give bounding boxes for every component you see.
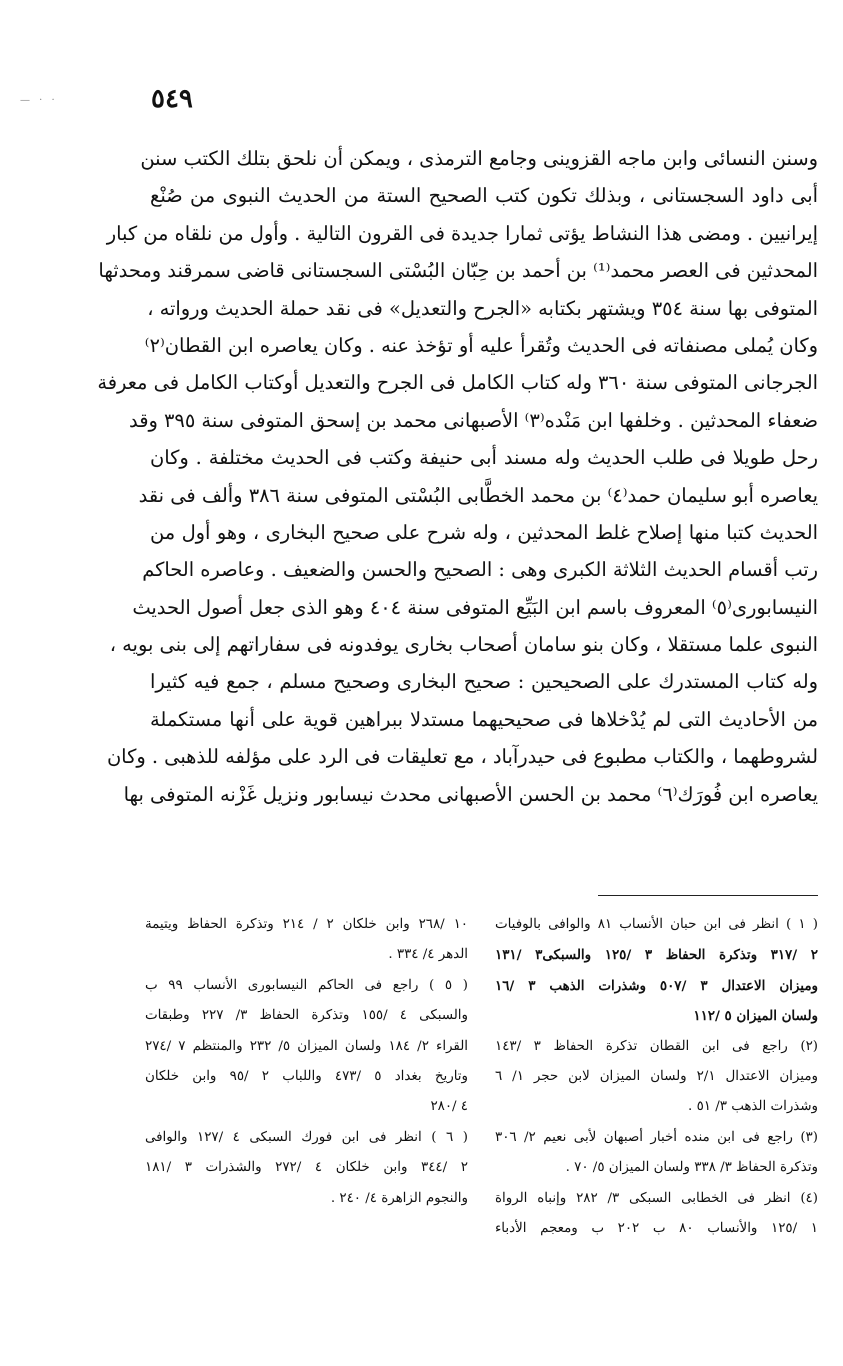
footnote-line: ١٠ /٢٦٨ وابن خلكان ٢ / ٢١٤ وتذكرة الحفاظ ويتيمة — [145, 917, 468, 932]
body-line: وكان يُملى مصنفاته فى الحديث وتُقرأ عليه أو تؤخذ عنه . وكان يعاصره ابن القطان⁽٢⁾ — [144, 333, 818, 357]
body-line: لشروطهما ، والكتاب مطبوع فى حيدرآباد ، مع تعليقات فى الرد على مؤلفه للذهبى . وكان — [106, 745, 818, 769]
body-line: المحدثين فى العصر محمد⁽¹⁾ بن أحمد بن حِبّان البُسْتى السجستانى قاضى سمرقند ومحدثها — [98, 259, 818, 283]
body-line: يعاصره أبو سليمان حمد⁽٤⁾ بن محمد الخطَّابى البُسْتى المتوفى سنة ٣٨٦ وألف فى نقد — [138, 483, 818, 507]
body-line: وسنن النسائى وابن ماجه القزوينى وجامع الترمذى ، ويمكن أن نلحق بتلك الكتب سنن — [140, 147, 818, 170]
footnote-line: وتذكرة الحفاظ ٣/ ٣٣٨ ولسان الميزان ٥/ ٧٠ . — [565, 1160, 818, 1176]
margin-mark: — · · — [20, 95, 58, 106]
footnote-line: ( ٦ ) انظر فى ابن فورك السبكى ٤ /١٢٧ والوافى — [145, 1129, 468, 1145]
body-line: أبى داود السجستانى ، وبذلك تكون كتب الصحيح الستة من الحديث النبوى من صُنْع — [150, 184, 818, 208]
body-line: من الأحاديث التى لم يُدْخلاها فى صحيحيهما مستدلا ببراهين قوية على أنها مستكملة — [150, 707, 818, 731]
footnote-line: (٤) انظر فى الخطابى السبكى ٣/ ٢٨٢ وإنباه الرواة — [495, 1190, 818, 1206]
footnote-line: ٤ /٢٨٠ — [430, 1099, 468, 1115]
footnote-line: ١ /١٢٥ والأنساب ٨٠ ب ٢٠٢ ب ومعجم الأدباء — [495, 1220, 818, 1236]
body-line: الجرجانى المتوفى سنة ٣٦٠ وله كتاب الكامل فى الجرح والتعديل أوكتاب الكامل فى معرفة — [97, 371, 818, 395]
body-line: إيرانيين . ومضى هذا النشاط يؤتى ثمارا جديدة فى القرون التالية . وأول من نلقاه من كبار — [106, 221, 818, 245]
page-number: ٥٤٩ — [151, 84, 193, 114]
footnote-line: وشذرات الذهب ٣/ ٥١ . — [688, 1099, 818, 1115]
body-line: النبوى علما مستقلا ، وكان بنو سامان أصحاب بخارى يوفدونه فى سفاراتهم إلى بنى بويه ، — [109, 633, 818, 657]
body-text — [97, 140, 818, 813]
footnote-line: (٢) راجع فى ابن القطان تذكرة الحفاظ ٣ /١٤٣ — [495, 1038, 818, 1054]
footnote-line: ولسان الميزان ٥ /١١٢ — [693, 1008, 818, 1025]
footnotes-left-column — [145, 910, 468, 1214]
footnote-line: وميزان الاعتدال ٢/١ ولسان الميزان لابن حجر ١/ ٦ — [495, 1068, 818, 1084]
footnote-line: وميزان الاعتدال ٣ /٥٠٧ وشذرات الذهب ٣ /١٦ — [495, 977, 818, 994]
footnote-line: (٣) راجع فى ابن منده أخبار أصبهان لأبى نعيم ٢/ ٣٠٦ — [495, 1129, 818, 1145]
body-line: رتب أقسام الحديث الثلاثة الكبرى وهى : الصحيح والحسن والضعيف . وعاصره الحاكم — [142, 558, 818, 582]
footnote-line: ٢ /٣٤٤ وابن خلكان ٤ /٢٧٢ والشذرات ٣ /١٨١ — [145, 1160, 468, 1176]
footnotes-right-column — [495, 910, 818, 1244]
footnote-line: ( ٥ ) راجع فى الحاكم النيسابورى الأنساب ٩٩ ب — [145, 977, 469, 993]
body-line: رحل طويلا فى طلب الحديث وله مسند أبى حنيفة وكتب فى الحديث مختلفة . وكان — [150, 446, 818, 470]
body-line: الحديث كتبا منها إصلاح غلط المحدثين ، وله شرح على صحيح البخارى ، وهو أول من — [150, 520, 818, 544]
body-line: المتوفى بها سنة ٣٥٤ ويشتهر بكتابه «الجرح والتعديل» فى نقد حملة الحديث ورواته ، — [147, 296, 818, 320]
body-line: ضعفاء المحدثين . وخلفها ابن مَنْده⁽٣⁾ الأصبهانى محمد بن إسحق المتوفى سنة ٣٩٥ وقد — [129, 408, 818, 432]
footnote-line: القراء ٢/ ١٨٤ ولسان الميزان ٥/ ٢٣٢ والمنتظم ٧ /٢٧٤ — [145, 1038, 468, 1054]
footnote-line: وتاريخ بغداد ٥ /٤٧٣ واللباب ٢ /٩٥ وابن خلكان — [145, 1068, 468, 1084]
body-line: النيسابورى⁽٥⁾ المعروف باسم ابن البَيِّع المتوفى سنة ٤٠٤ وهو الذى جعل أصول الحديث — [132, 595, 818, 619]
body-line: وله كتاب المستدرك على الصحيحين : صحيح البخارى وصحيح مسلم ، جمع فيه كثيرا — [150, 670, 818, 694]
footnote-line: الدهر ٤/ ٣٣٤ . — [388, 947, 468, 963]
footnote-line: والسبكى ٤ /١٥٥ وتذكرة الحفاظ ٣/ ٢٢٧ وطبقات — [145, 1008, 468, 1024]
footnote-rule — [598, 895, 818, 896]
body-line: يعاصره ابن فُورَك⁽٦⁾ محمد بن الحسن الأصبهانى محدث نيسابور ونزيل غَزْنه المتوفى بها — [123, 782, 818, 806]
footnote-line: ( ١ ) انظر فى ابن حبان الأنساب ٨١ والوافى بالوفيات — [495, 917, 818, 932]
footnote-line: والنجوم الزاهرة ٤/ ٢٤٠ . — [330, 1190, 468, 1206]
footnote-line: ٢ /٣١٧ وتذكرة الحفاظ ٣ /١٢٥ والسبكى٣ /١٣١ — [495, 947, 818, 964]
